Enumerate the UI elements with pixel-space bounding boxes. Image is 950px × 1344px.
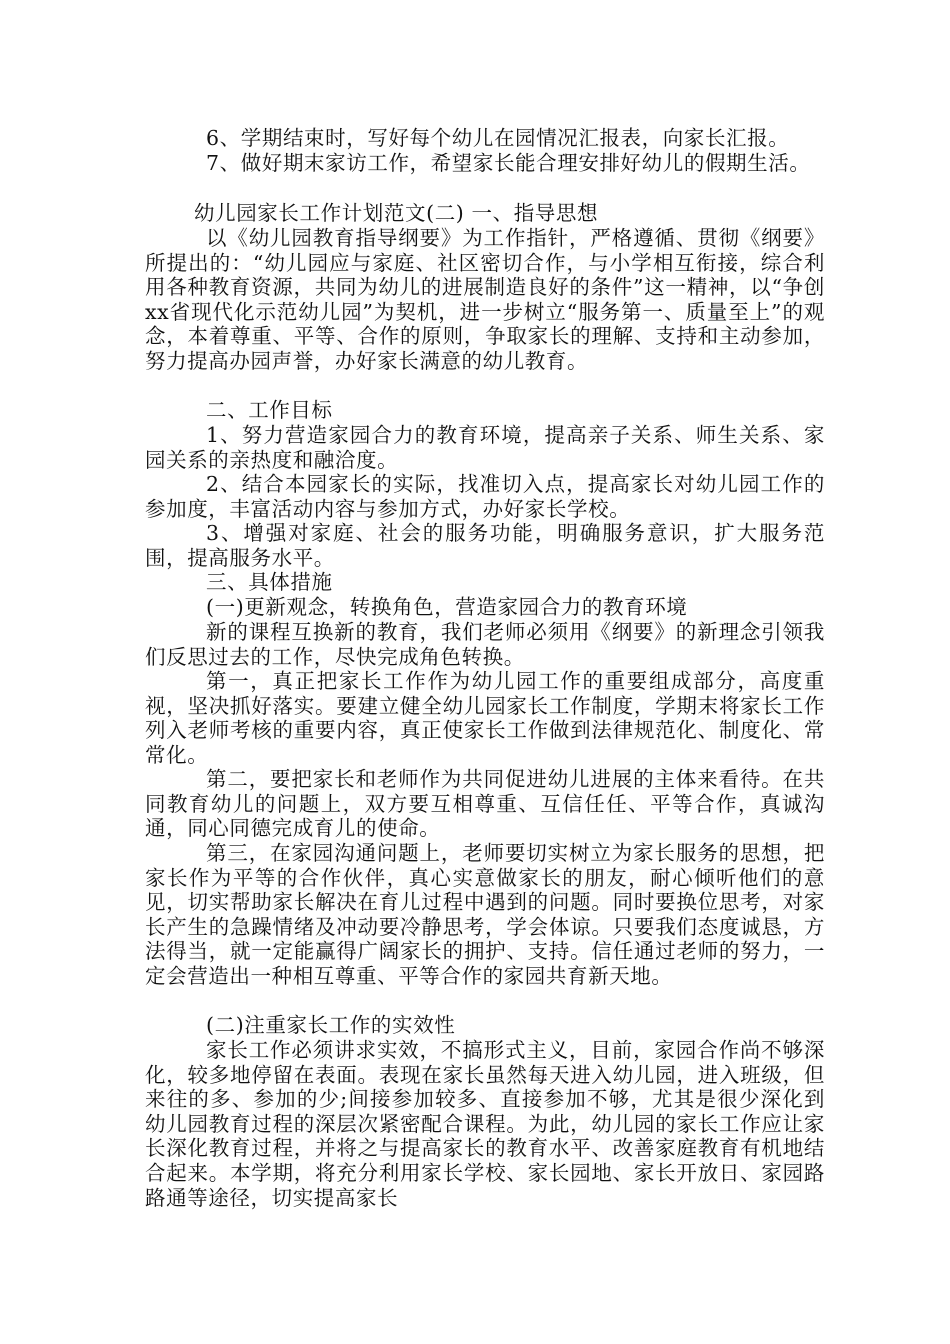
subheading-measure-1: (一)更新观念，转换角色，营造家园合力的教育环境 (206, 595, 688, 619)
subheading-measure-2: (二)注重家长工作的实效性 (206, 1013, 456, 1037)
goal-item-1: 1、努力营造家园合力的教育环境，提高亲子关系、师生关系、家园关系的亲热度和融洽度。 (145, 423, 825, 472)
paragraph-third: 第三，在家园沟通问题上，老师要切实树立为家长服务的思想，把家长作为平等的合作伙伴，真心实意做家长的朋友，耐心倾听他们的意见，切实帮助家长解决在育儿过程中遇到的问题。同时要换位思考，对家长产生的急躁情绪及冲动要冷静思考，学会体谅。只要我们态度诚恳，方法得当，就一定能赢得广阔家长的拥护、支持。信任通过老师的努力，一定会营造出一种相互尊重、平等合作的家园共育新天地。 (145, 841, 825, 988)
paragraph-new-curriculum: 新的课程互换新的教育，我们老师必须用《纲要》的新理念引领我们反思过去的工作，尽快完成角色转换。 (145, 620, 825, 669)
paragraph-item-6: 6、学期结束时，写好每个幼儿在园情况汇报表，向家长汇报。 (206, 126, 790, 150)
paragraph-item-7: 7、做好期末家访工作，希望家长能合理安排好幼儿的假期生活。 (206, 151, 811, 175)
paragraph-effectiveness: 家长工作必须讲求实效，不搞形式主义，目前，家园合作尚不够深化，较多地停留在表面。表现在家长虽然每天进入幼儿园，进入班级，但来往的多、参加的少;间接参加较多、直接参加不够，尤其是很少深化到幼儿园教育过程的深层次紧密配合课程。为此，幼儿园的家长工作应让家长深化教育过程，并将之与提高家长的教育水平、改善家庭教育有机地结合起来。本学期，将充分利用家长学校、家长园地、家长开放日、家园路路通等途径，切实提高家长 (145, 1038, 825, 1210)
heading-measures: 三、具体措施 (206, 570, 333, 594)
paragraph-first: 第一，真正把家长工作作为幼儿园工作的重要组成部分，高度重视，坚决抓好落实。要建立健全幼儿园家长工作制度，学期末将家长工作列入老师考核的重要内容，真正使家长工作做到法律规范化、制度化、常常化。 (145, 669, 825, 767)
heading-work-goals: 二、工作目标 (206, 398, 333, 422)
goal-item-2: 2、结合本园家长的实际，找准切入点，提高家长对幼儿园工作的参加度，丰富活动内容与参加方式，办好家长学校。 (145, 472, 825, 521)
paragraph-guiding-thought: 以《幼儿园教育指导纲要》为工作指针，严格遵循、贯彻《纲要》所提出的：“幼儿园应与家庭、社区密切合作，与小学相互衔接，综合利用各种教育资源，共同为幼儿的进展制造良好的条件”这一精神，以“争创xx省现代化示范幼儿园”为契机，进一步树立“服务第一、质量至上”的观念，本着尊重、平等、合作的原则，争取家长的理解、支持和主动参加，努力提高办园声誉，办好家长满意的幼儿教育。 (145, 226, 825, 373)
paragraph-second: 第二，要把家长和老师作为共同促进幼儿进展的主体来看待。在共同教育幼儿的问题上，双方要互相尊重、互信任任、平等合作，真诚沟通，同心同德完成育儿的使命。 (145, 767, 825, 841)
goal-item-3: 3、增强对家庭、社会的服务功能，明确服务意识，扩大服务范围，提高服务水平。 (145, 521, 825, 570)
section-title: 幼儿园家长工作计划范文(二) 一、指导思想 (194, 201, 599, 225)
